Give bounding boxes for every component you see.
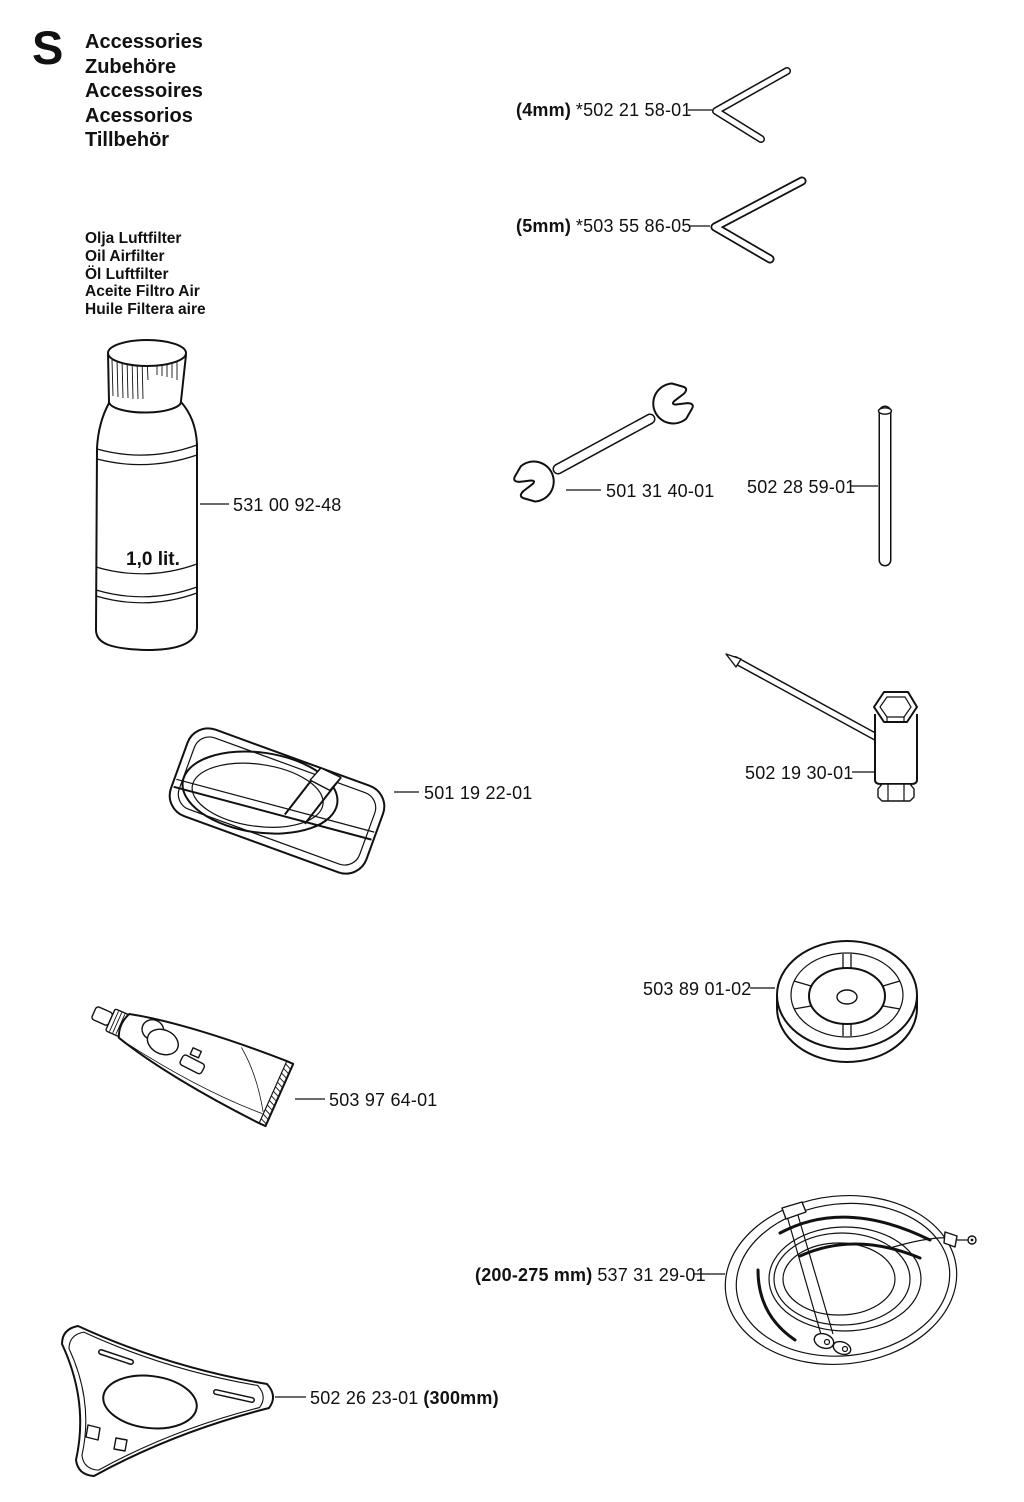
support-wheel-drawing [750, 941, 917, 1062]
part-size: (4mm) [516, 100, 572, 120]
part-label-grease-tube [329, 1090, 438, 1111]
section-letter: S [32, 21, 64, 74]
part-number: *502 21 58-01 [575, 100, 692, 120]
oil-caption-de: Öl Luftfilter [85, 265, 169, 283]
coil-strap [782, 1202, 853, 1357]
bottle-volume-label: 1,0 lit. [126, 549, 180, 570]
page-title [85, 30, 203, 153]
oil-caption-en: Oil Airfilter [85, 247, 165, 265]
title-en: Accessories [85, 31, 203, 53]
part-label-grass-blade [310, 1388, 499, 1409]
part-label-tool-bag [424, 783, 533, 804]
part-number: *503 55 86-05 [575, 216, 692, 236]
part-label-trimmer-line [475, 1265, 706, 1286]
grass-blade-drawing [62, 1326, 306, 1476]
part-number: 502 19 30-01 [745, 763, 854, 783]
trimmer-line-coil-drawing [693, 1184, 976, 1375]
oil-bottle-drawing [96, 340, 229, 650]
part-label-support-wheel [643, 979, 752, 1000]
grease-tube-drawing [80, 981, 325, 1126]
part-number: 503 89 01-02 [643, 979, 752, 999]
part-size: (300mm) [423, 1388, 499, 1408]
oil-caption-fr: Huile Filtera aire [85, 301, 206, 319]
part-label-oil-bottle [233, 495, 342, 516]
part-size: (5mm) [516, 216, 572, 236]
part-number: 537 31 29-01 [597, 1265, 706, 1285]
part-number: 502 28 59-01 [747, 477, 856, 497]
part-label-socket-tool [745, 763, 854, 784]
title-sv: Tillbehör [85, 129, 170, 151]
part-number: 502 26 23-01 [310, 1388, 419, 1408]
part-label-rod [747, 477, 856, 498]
part-number: 531 00 92-48 [233, 495, 342, 515]
tool-bag-drawing [161, 711, 419, 886]
part-size: (200-275 mm) [475, 1265, 593, 1285]
part-label-allen-key-4mm [516, 100, 692, 121]
allen-key-5mm-drawing [689, 181, 802, 259]
title-fr: Accessoires [85, 80, 203, 102]
oil-filter-caption [85, 230, 206, 319]
allen-key-4mm-drawing [688, 71, 787, 139]
part-number: 501 19 22-01 [424, 783, 533, 803]
title-es: Acessorios [85, 104, 193, 127]
oil-caption-sv: Olja Luftfilter [85, 230, 182, 247]
part-label-wrench [606, 481, 715, 502]
rod-drawing [851, 408, 892, 560]
title-de: Zubehöre [85, 55, 177, 78]
part-label-allen-key-5mm [516, 216, 692, 237]
part-number: 501 31 40-01 [606, 481, 715, 501]
oil-caption-es: Aceite Filtro Air [85, 283, 200, 301]
part-number: 503 97 64-01 [329, 1090, 438, 1110]
